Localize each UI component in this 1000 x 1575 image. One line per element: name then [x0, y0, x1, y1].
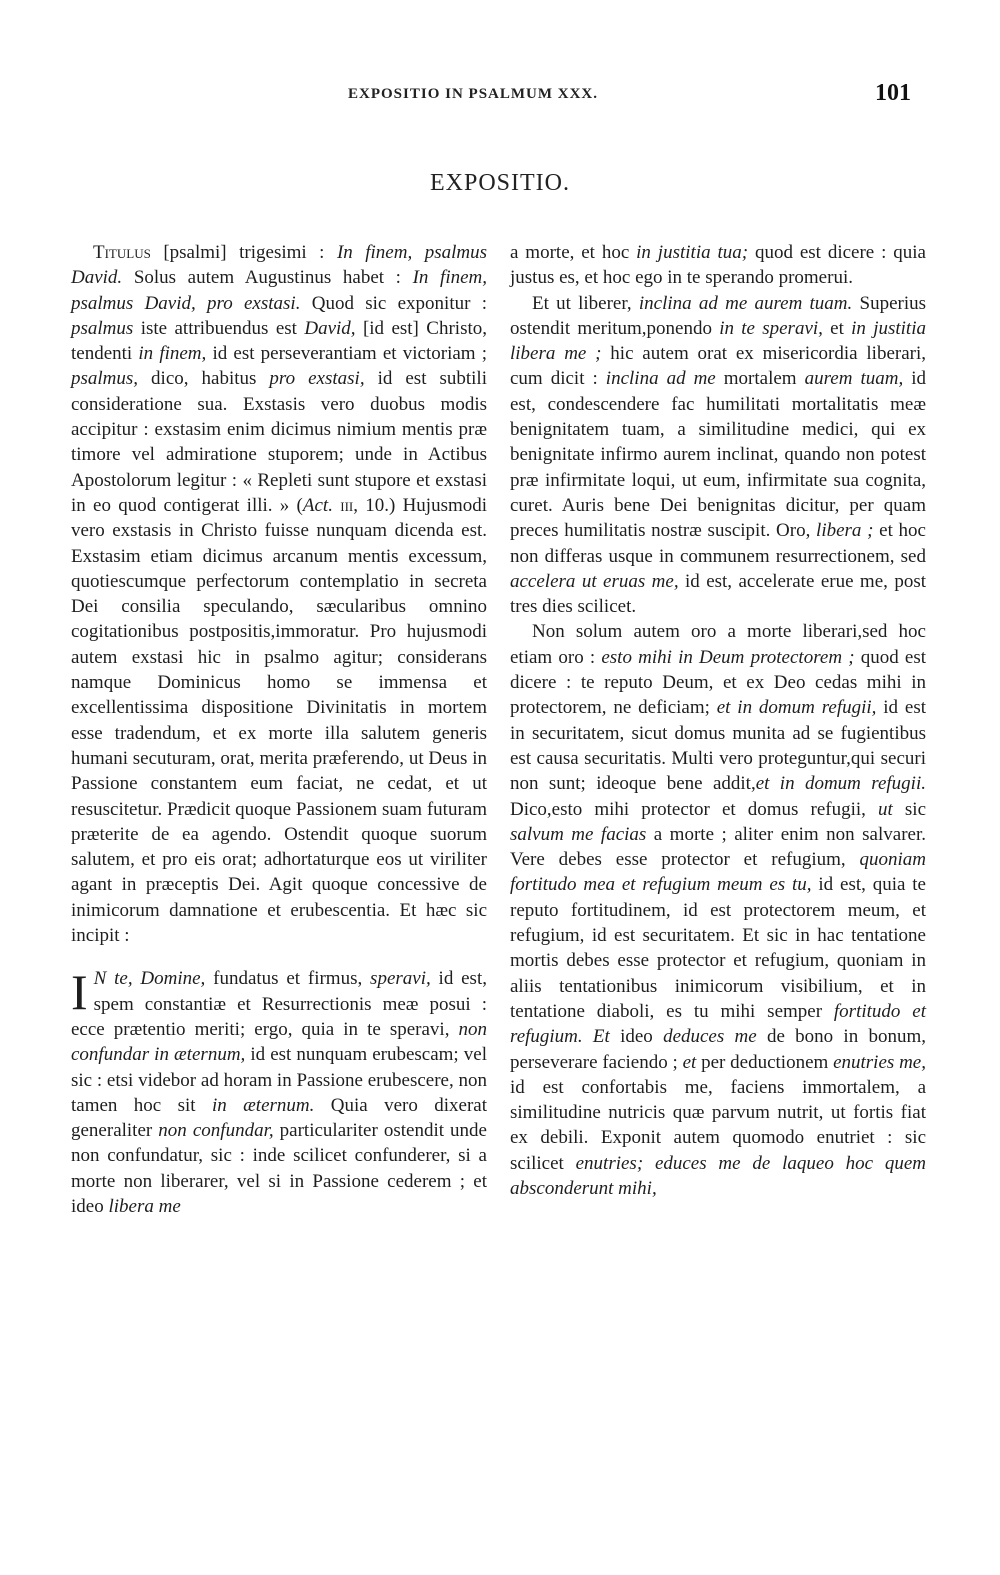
italic-text: libera ; [816, 520, 874, 542]
text-run: , 10.) Hujusmodi vero exstasis in Christo fuisse nunquam dicenda est. Exstasim etiam dicimus arcanum mentis excessum, quotiescumque perfectorum contemplatio in secreta Dei consilia speculando, sæcularibus omnino cogitationibus postpositis,immoratur. Pro hujusmodi autem exstasi hic in psalmo agitur; considerans namque Dominicus homo se immensa et excellentissima dispositione Divinitatis in mortem esse tradendum, et ex morte illa salutem generis humani secuturam, orat, merita præferendo, ut Deus in Passione constantem eum faciat, ne cedat, et ut resuscitetur. Prædicit quoque Passionem suam futuram præterite de ea agendo. Ostendit quoque suorum salutem, et pro eis orat; adhortaturque eos ut viriliter agant in præceptis Dei. Agit quoque concessive de inimicorum damnatione et erubescentia. Et hæc sic incipit : [71, 494, 488, 947]
text-run: id est nunquam erubescam; vel sic : etsi videbor ad horam in Passione erubescere, non tamen hoc sit [71, 1044, 487, 1116]
text-run: id est perseverantiam et victoriam ; [206, 343, 487, 365]
small-caps-text: Titulus [93, 242, 151, 263]
italic-text: ut [878, 798, 893, 820]
text-run: de bono in bonum, perseverare faciendo ; [510, 1026, 926, 1073]
italic-text: enutries; educes me de laqueo hoc quem absconderunt mihi, [510, 1152, 926, 1199]
text-run: mortalem [715, 368, 805, 390]
italic-text: in justitia libera me ; [510, 317, 926, 365]
text-run: iste attribuendus est [133, 317, 305, 339]
text-run: sic [892, 798, 927, 820]
paragraph [71, 966, 487, 1219]
italic-text: libera me [108, 1195, 181, 1217]
page-number: 101 [875, 80, 911, 106]
right-column [510, 240, 926, 1201]
text-run: Et ut liberer, [532, 292, 639, 314]
italic-text: in finem, [138, 343, 207, 365]
left-column [71, 240, 487, 1219]
text-run: id est, condescendere fac humilitati mortalitatis meæ benignitatem tuam, a similitudine medici, qui ex benignitate infirmo aurem inclinat, quando non potest præ infirmitate loqui, ut eum, infirmitate sua cognita, curet. Auris bene Dei benignitas dicitur, per quam preces humilitatis nostræ suscipit. Oro, [510, 368, 926, 542]
italic-text: Act. [302, 494, 333, 516]
paragraph [510, 240, 926, 291]
text-run: id est, spem constantiæ et Resurrectionis meæ posui : ecce prætentio meriti; ergo, quia in te speravi, [71, 968, 487, 1040]
italic-text: deduces me [663, 1026, 757, 1048]
section-title: EXPOSITIO. [430, 170, 570, 196]
italic-text: N te, Domine, [93, 968, 206, 990]
italic-text: enutries me, [833, 1051, 926, 1073]
text-run: id est in securitatem, sicut domus munita ad se fugientibus est causa securitatis. Multi vero proteguntur,qui securi non sunt; ideoque bene addit, [510, 697, 926, 795]
small-caps-text: iii [340, 494, 354, 516]
italic-text: pro exstasi, [269, 368, 365, 390]
italic-text: non confundar, [158, 1120, 274, 1142]
italic-text: psalmus [71, 317, 134, 339]
italic-text: In finem, psalmus David. [71, 242, 487, 289]
text-run: per deductionem [696, 1051, 834, 1073]
italic-text: esto mihi in Deum protectorem ; [601, 646, 855, 668]
italic-text: psalmus, [71, 368, 139, 390]
text-run: Solus autem Augustinus habet : [122, 267, 413, 289]
italic-text: aurem tuam, [804, 368, 904, 390]
italic-text: quoniam fortitudo mea et refugium meum es tu, [510, 849, 926, 896]
italic-text: in æternum. [211, 1094, 315, 1116]
text-run: fundatus et firmus, [205, 968, 371, 990]
text-run: Quia vero dixerat generaliter [71, 1094, 487, 1142]
italic-text: fortitudo et refugium. Et [510, 1000, 926, 1048]
text-run: Non solum autem oro a morte liberari,sed hoc etiam oro : [510, 621, 926, 668]
text-run: et hoc non differas usque in communem resurrectionem, sed [510, 520, 926, 567]
text-run: Superius ostendit meritum,ponendo [510, 292, 926, 339]
text-run: a morte ; aliter enim non salvarer. Vere debes esse protector et refugium, [510, 823, 926, 871]
italic-text: accelera ut eruas me, [510, 570, 679, 592]
text-run: Quod sic exponitur : [300, 292, 487, 314]
italic-text: in justitia tua; [636, 242, 749, 263]
italic-text: non confundar in æternum, [71, 1018, 487, 1066]
italic-text: et [682, 1051, 697, 1073]
italic-text: et in domum refugii. [755, 773, 926, 795]
paragraph [71, 240, 487, 948]
text-run: et [822, 317, 852, 339]
text-run: [id est] Christo, tendenti [71, 317, 487, 365]
text-run: id est confortabis me, faciens immortalem, a similitudine nutricis quæ parvum nutrit, ut fortis fiat ex debili. Exponit autem quomodo enutriet : sic scilicet [510, 1076, 926, 1174]
text-run: quod est dicere : quia justus es, et hoc ego in te sperando promerui. [510, 242, 926, 289]
text-run: hic autem orat ex misericordia liberari, cum dicit : [510, 343, 926, 390]
drop-cap: I [71, 964, 88, 1021]
paragraph [510, 619, 926, 1201]
italic-text: David, [304, 317, 356, 339]
text-run: a morte, et hoc [510, 242, 637, 263]
text-run: particulariter ostendit unde non confundatur, sic : inde scilicet confunderer, si a morte non liberarer, vel si in Passione cederem ; et ideo [71, 1120, 487, 1217]
italic-text: inclina ad me [605, 368, 716, 390]
text-run: dico, habitus [138, 368, 270, 390]
text-run: id est, accelerate erue me, post tres dies scilicet. [510, 570, 926, 618]
paragraph [510, 291, 926, 620]
italic-text: in te speravi, [719, 317, 823, 339]
text-run: quod est dicere : te reputo Deum, et ex Deo cedas mihi in protectorem, ne deficiam; [510, 646, 927, 719]
text-run: ideo [609, 1026, 664, 1048]
italic-text: speravi, [370, 968, 431, 990]
italic-text: inclina ad me aurem tuam. [638, 292, 853, 314]
text-run: id est subtili consideratione sua. Exstasis vero duobus modis accipitur : exstasim enim dicimus nimium mentis præ timore vel admiratione stuporem; unde in Actibus Apostolorum legitur : « Repleti sunt stupore et exstasi in eo quod contigerat illi. » ( [71, 368, 487, 516]
paragraph-text [71, 964, 487, 1217]
italic-text: In finem, psalmus David, pro exstasi. [71, 267, 487, 314]
italic-text: et in domum refugii, [716, 697, 877, 719]
italic-text: salvum me facias [510, 823, 647, 845]
running-head: EXPOSITIO IN PSALMUM XXX. [348, 86, 599, 102]
text-run: [psalmi] trigesimi : [150, 242, 337, 263]
text-run: Dico,esto mihi protector et domus refugii, [510, 798, 879, 820]
text-run: id est, quia te reputo fortitudinem, id est protectorem meum, et refugium, id est securitatem. Et sic in hac tentatione mortis debes esse protector et refugium, quoniam in aliis tentationibus inimicorum visibilium, et in tentatione diaboli, es tu mihi semper [510, 874, 926, 1022]
paragraph-gap [71, 948, 487, 966]
